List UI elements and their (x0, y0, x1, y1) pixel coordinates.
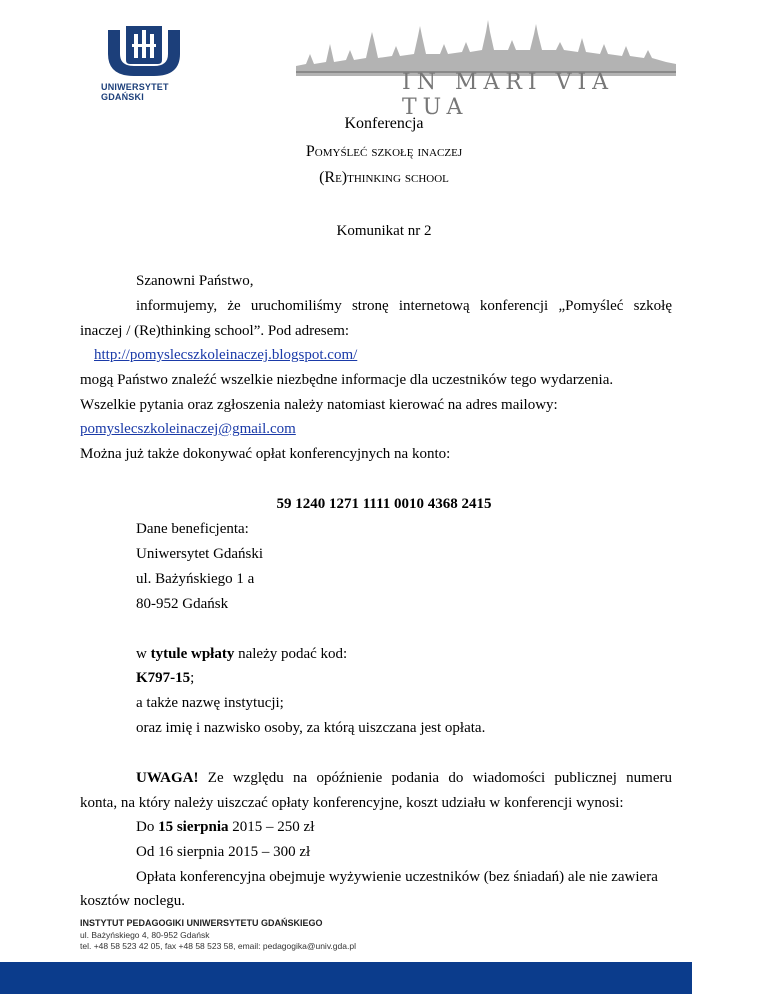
university-emblem-icon (104, 24, 184, 80)
fee-early-pre: Do (136, 819, 159, 835)
conference-title-en: (Re)thinking school (319, 169, 449, 186)
website-link[interactable]: http://pomyslecszkoleinaczej.blogspot.com/ (94, 347, 358, 363)
paragraph-4: Można już także dokonywać opłat konferencyjnych na konto: (80, 446, 451, 462)
warning-label: UWAGA! (136, 770, 199, 786)
communique-number: Komunikat nr 2 (336, 223, 432, 239)
payment-title-pre: w (136, 646, 151, 662)
institution-instruction: a także nazwę instytucji; (136, 695, 284, 711)
footer-contact: tel. +48 58 523 42 05, fax +48 58 523 58, email: pedagogika@univ.gda.pl (80, 941, 356, 951)
email-link[interactable]: pomyslecszkoleinaczej@gmail.com (80, 421, 296, 437)
paragraph-1-line-1: informujemy, że uruchomiliśmy stronę internetową konferencji „Pomyśleć szkołę (136, 298, 672, 314)
paragraph-1-line-2: inaczej / (Re)thinking school”. Pod adresem: (80, 323, 350, 339)
motto: IN MARI VIA TUA (402, 70, 615, 120)
conference-label: Konferencja (344, 115, 424, 132)
fee-early-date: 15 sierpnia (158, 819, 229, 835)
university-logo (101, 24, 184, 102)
conference-title-pl: Pomyśleć szkołę inaczej (305, 143, 463, 160)
payment-title-post: należy podać kod: (234, 646, 348, 662)
footer-bar (0, 962, 692, 994)
warning-text-1: Ze względu na opóźnienie podania do wiadomości publicznej numeru (198, 770, 672, 786)
payment-code-suffix: ; (190, 670, 195, 686)
payment-title-bold: tytule wpłaty (150, 646, 235, 662)
city-skyline-icon (296, 14, 676, 76)
fee-note-line-2: kosztów noclegu. (80, 893, 185, 909)
fee-late: Od 16 sierpnia 2015 – 300 zł (136, 844, 311, 860)
fee-early-post: 2015 – 250 zł (228, 819, 315, 835)
beneficiary-name: Uniwersytet Gdański (136, 546, 264, 562)
payment-code (136, 669, 194, 687)
warning-line-2: konta, na który należy uiszczać opłaty konferencyjne, koszt udziału w konferencji wynosi: (80, 795, 624, 811)
beneficiary-label: Dane beneficjenta: (136, 521, 249, 537)
footer-institute: INSTYTUT PEDAGOGIKI UNIWERSYTETU GDAŃSKIEGO (80, 918, 323, 928)
paragraph-3: Wszelkie pytania oraz zgłoszenia należy natomiast kierować na adres mailowy: (80, 397, 558, 413)
fee-early (136, 818, 314, 836)
person-instruction: oraz imię i nazwisko osoby, za którą uiszczana jest opłata. (136, 720, 486, 736)
bank-account-number: 59 1240 1271 1111 0010 4368 2415 (276, 496, 492, 512)
fee-note-line-1: Opłata konferencyjna obejmuje wyżywienie uczestników (bez śniadań) ale nie zawiera (136, 869, 658, 885)
beneficiary-city: 80-952 Gdańsk (136, 596, 229, 612)
greeting: Szanowni Państwo, (136, 273, 254, 289)
warning-line-1 (136, 769, 672, 787)
payment-code-value: K797-15 (136, 670, 191, 686)
footer-address: ul. Bażyńskiego 4, 80-952 Gdańsk (80, 930, 210, 940)
logo-text: UNIWERSYTET GDAŃSKI (101, 82, 169, 102)
payment-title-instruction (136, 645, 347, 663)
beneficiary-street: ul. Bażyńskiego 1 a (136, 571, 255, 587)
city-banner (296, 14, 676, 120)
paragraph-2: mogą Państwo znaleźć wszelkie niezbędne informacje dla uczestników tego wydarzenia. (80, 372, 614, 388)
